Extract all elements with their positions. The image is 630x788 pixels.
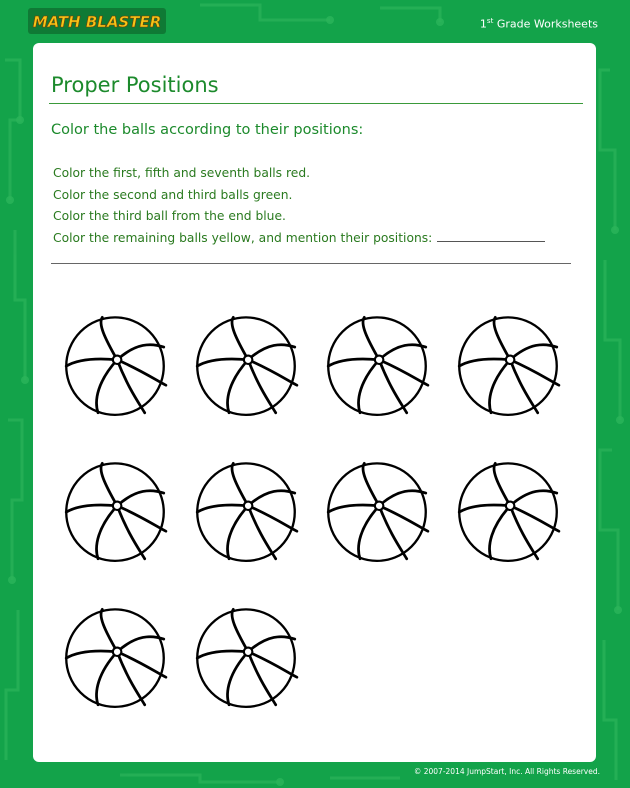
worksheet-paper [33,43,596,762]
ball-9[interactable] [62,603,168,709]
page-title: Proper Positions [51,73,219,97]
ball-3[interactable] [324,311,430,417]
ball-10[interactable] [193,603,299,709]
grade-suffix: st [486,17,494,25]
logo-text: MATH BLASTER [32,13,162,31]
copyright-footer: © 2007-2014 JumpStart, Inc. All Rights Reserved. [413,767,600,776]
instruction-text: Color the balls according to their positions: [51,122,364,138]
ball-8[interactable] [455,457,561,563]
ball-6[interactable] [193,457,299,563]
grade-worksheets-link[interactable] [480,17,598,31]
ball-7[interactable] [324,457,430,563]
grade-label: Grade Worksheets [496,17,598,31]
task-text: Color the third ball from the end blue. [53,209,286,223]
ball-1[interactable] [62,311,168,417]
ball-grid [33,43,596,762]
ball-4[interactable] [455,311,561,417]
ball-2[interactable] [193,311,299,417]
grade-number: 1 [479,17,487,31]
task-text: Color the second and third balls green. [53,187,293,202]
ball-5[interactable] [62,457,168,563]
task-text: Color the first, fifth and seventh balls red. [53,166,311,180]
task-text: Color the remaining balls yellow, and mention their positions: [53,230,433,245]
math-blaster-logo[interactable] [28,8,166,34]
